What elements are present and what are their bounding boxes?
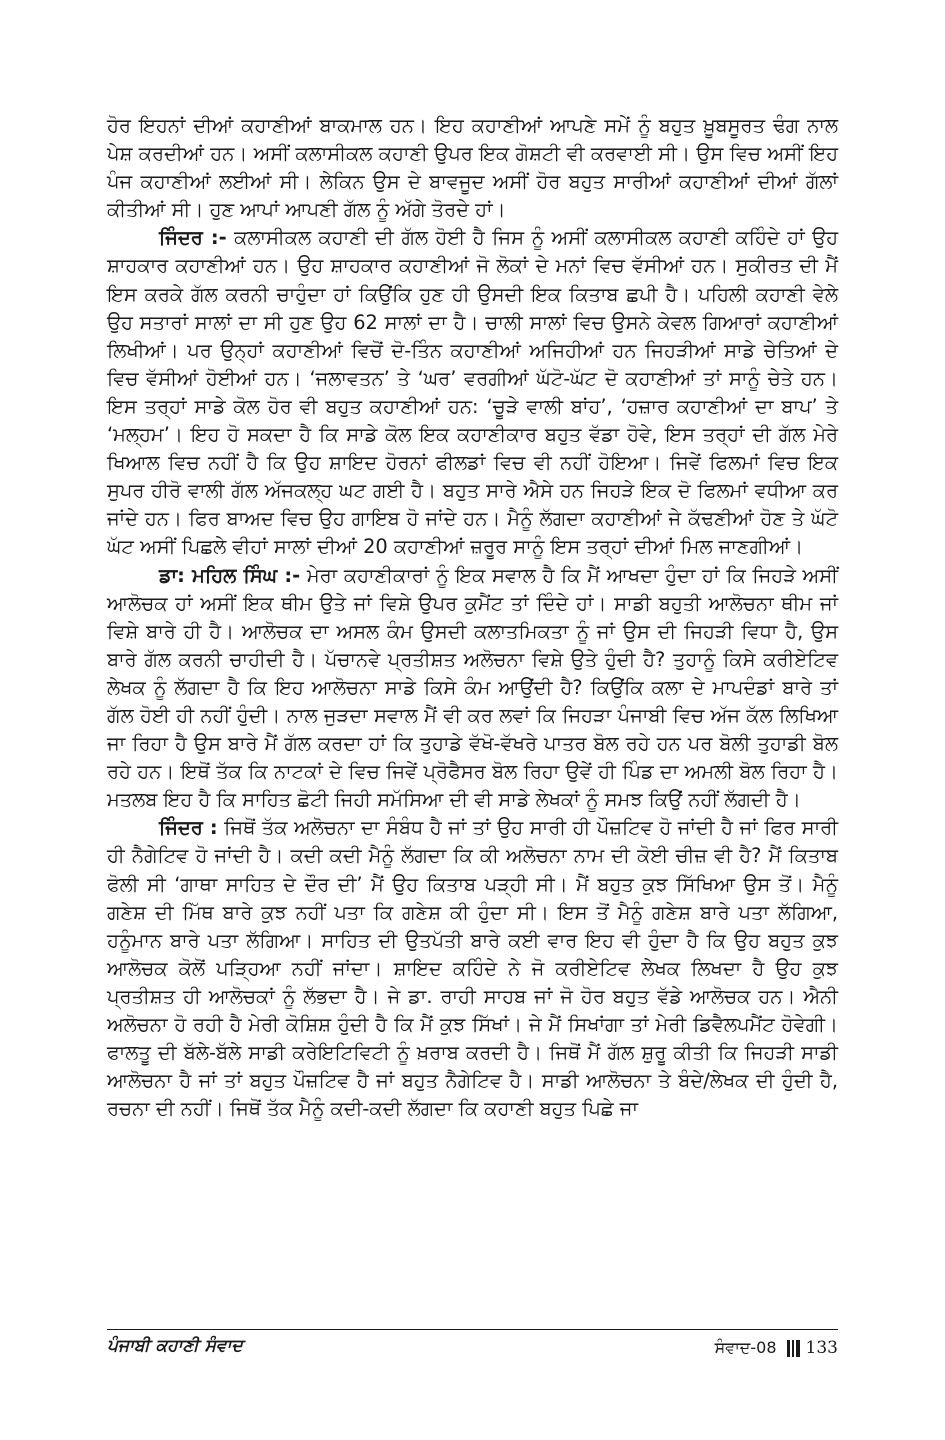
speaker-name: ਜਿੰਦਰ :- [159,226,227,250]
paragraph-jinder-2 [107,814,838,1123]
issue-label: ਸੰਵਾਦ-08 [714,1338,777,1357]
body-text [107,112,838,1123]
speaker-name: ਜਿੰਦਰ : [159,816,218,840]
speaker-name: ਡਾ: ਮਹਿਲ ਸਿੰਘ :- [159,563,301,587]
running-title: ਪੰਜਾਬੀ ਕਹਾਣੀ ਸੰਵਾਦ [107,1336,243,1356]
page-footer [715,1338,838,1358]
paragraph-text: ਹੋਰ ਇਹਨਾਂ ਦੀਆਂ ਕਹਾਣੀਆਂ ਬਾਕਮਾਲ ਹਨ। ਇਹ ਕਹਾਣੀਆਂ ਆਪਣੇ ਸਮੇਂ ਨੂੰ ਬਹੁਤ ਖ਼ੂਬਸੂਰਤ ਢੰਗ ਨਾਲ ਪੇਸ਼ ਕਰਦੀਆਂ ਹਨ। ਅਸੀਂ ਕਲਾਸੀਕਲ ਕਹਾਣੀ ਉਪਰ ਇਕ ਗੋਸ਼ਟੀ ਵੀ ਕਰਵਾਈ ਸੀ। ਉਸ ਵਿਚ ਅਸੀਂ ਇਹ ਪੰਜ ਕਹਾਣੀਆਂ ਲਈਆਂ ਸੀ। ਲੇਕਿਨ ਉਸ ਦੇ ਬਾਵਜੂਦ ਅਸੀਂ ਹੋਰ ਬਹੁਤ ਸਾਰੀਆਂ ਕਹਾਣੀਆਂ ਦੀਆਂ ਗੱਲਾਂ ਕੀਤੀਆਂ ਸੀ। ਹੁਣ ਆਪਾਂ ਆਪਣੀ ਗੱਲ ਨੂੰ ਅੱਗੇ ਤੋਰਦੇ ਹਾਂ। [107,114,838,222]
paragraph-text: ਕਲਾਸੀਕਲ ਕਹਾਣੀ ਦੀ ਗੱਲ ਹੋਈ ਹੈ ਜਿਸ ਨੂੰ ਅਸੀਂ ਕਲਾਸੀਕਲ ਕਹਾਣੀ ਕਹਿੰਦੇ ਹਾਂ ਉਹ ਸ਼ਾਹਕਾਰ ਕਹਾਣੀਆਂ ਹਨ। ਉਹ ਸ਼ਾਹਕਾਰ ਕਹਾਣੀਆਂ ਜੋ ਲੋਕਾਂ ਦੇ ਮਨਾਂ ਵਿਚ ਵੱਸੀਆਂ ਹਨ। ਸੁਕੀਰਤ ਦੀ ਮੈਂ ਇਸ ਕਰਕੇ ਗੱਲ ਕਰਨੀ ਚਾਹੁੰਦਾ ਹਾਂ ਕਿਉਂਕਿ ਹੁਣ ਹੀ ਉਸਦੀ ਇਕ ਕਿਤਾਬ ਛਪੀ ਹੈ। ਪਹਿਲੀ ਕਹਾਣੀ ਵੇਲੇ ਉਹ ਸਤਾਰਾਂ ਸਾਲਾਂ ਦਾ ਸੀ ਹੁਣ ਉਹ 62 ਸਾਲਾਂ ਦਾ ਹੈ। ਚਾਲੀ ਸਾਲਾਂ ਵਿਚ ਉਸਨੇ ਕੇਵਲ ਗਿਆਰਾਂ ਕਹਾਣੀਆਂ ਲਿਖੀਆਂ। ਪਰ ਉਨ੍ਹਾਂ ਕਹਾਣੀਆਂ ਵਿਚੋਂ ਦੋ-ਤਿੰਨ ਕਹਾਣੀਆਂ ਅਜਿਹੀਆਂ ਹਨ ਜਿਹੜੀਆਂ ਸਾਡੇ ਚੇਤਿਆਂ ਦੇ ਵਿਚ ਵੱਸੀਆਂ ਹੋਈਆਂ ਹਨ। ‘ਜਲਾਵਤਨ’ ਤੇ ‘ਘਰ’ ਵਰਗੀਆਂ ਘੱਟੋ-ਘੱਟ ਦੋ ਕਹਾਣੀਆਂ ਤਾਂ ਸਾਨੂੰ ਚੇਤੇ ਹਨ। ਇਸ ਤਰ੍ਹਾਂ ਸਾਡੇ ਕੋਲ ਹੋਰ ਵੀ ਬਹੁਤ ਕਹਾਣੀਆਂ ਹਨ: ‘ਚੂੜੇ ਵਾਲੀ ਬਾਂਹ’, ‘ਹਜ਼ਾਰ ਕਹਾਣੀਆਂ ਦਾ ਬਾਪ’ ਤੇ ‘ਮਲ੍ਹਮ’। ਇਹ ਹੋ ਸਕਦਾ ਹੈ ਕਿ ਸਾਡੇ ਕੋਲ ਇਕ ਕਹਾਣੀਕਾਰ ਬਹੁਤ ਵੱਡਾ ਹੋਵੇ, ਇਸ ਤਰ੍ਹਾਂ ਦੀ ਗੱਲ ਮੇਰੇ ਖਿਆਲ ਵਿਚ ਨਹੀਂ ਹੈ ਕਿ ਉਹ ਸ਼ਾਇਦ ਹੋਰਨਾਂ ਫੀਲਡਾਂ ਵਿਚ ਵੀ ਨਹੀਂ ਹੋਇਆ। ਜਿਵੇਂ ਫਿਲਮਾਂ ਵਿਚ ਇਕ ਸੁਪਰ ਹੀਰੋ ਵਾਲੀ ਗੱਲ ਅੱਜਕਲ੍ਹ ਘਟ ਗਈ ਹੈ। ਬਹੁਤ ਸਾਰੇ ਐਸੇ ਹਨ ਜਿਹੜੇ ਇਕ ਦੋ ਫਿਲਮਾਂ ਵਧੀਆ ਕਰ ਜਾਂਦੇ ਹਨ। ਫਿਰ ਬਾਅਦ ਵਿਚ ਉਹ ਗਾਇਬ ਹੋ ਜਾਂਦੇ ਹਨ। ਮੈਨੂੰ ਲੱਗਦਾ ਕਹਾਣੀਆਂ ਜੇ ਕੱਢਣੀਆਂ ਹੋਣ ਤੇ ਘੱਟੋ ਘੱਟ ਅਸੀਂ ਪਿਛਲੇ ਵੀਹਾਂ ਸਾਲਾਂ ਦੀਆਂ 20 ਕਹਾਣੀਆਂ ਜ਼ਰੂਰ ਸਾਨੂੰ ਇਸ ਤਰ੍ਹਾਂ ਦੀਆਂ ਮਿਲ ਜਾਣਗੀਆਂ। [107,226,838,559]
paragraph-jinder-1 [107,224,838,561]
paragraph-text: ਜਿਥੋਂ ਤੱਕ ਅਲੋਚਨਾ ਦਾ ਸੰਬੰਧ ਹੈ ਜਾਂ ਤਾਂ ਉਹ ਸਾਰੀ ਹੀ ਪੌਜ਼ਟਿਵ ਹੋ ਜਾਂਦੀ ਹੈ ਜਾਂ ਫਿਰ ਸਾਰੀ ਹੀ ਨੈਗੇਟਿਵ ਹੋ ਜਾਂਦੀ ਹੈ। ਕਦੀ ਕਦੀ ਮੈਨੂੰ ਲੱਗਦਾ ਕਿ ਕੀ ਅਲੋਚਨਾ ਨਾਮ ਦੀ ਕੋਈ ਚੀਜ਼ ਵੀ ਹੈ? ਮੈਂ ਕਿਤਾਬ ਫੋਲੀ ਸੀ ‘ਗਾਥਾ ਸਾਹਿਤ ਦੇ ਦੌਰ ਦੀ’ ਮੈਂ ਉਹ ਕਿਤਾਬ ਪੜ੍ਹੀ ਸੀ। ਮੈਂ ਬਹੁਤ ਕੁਝ ਸਿੱਖਿਆ ਉਸ ਤੋਂ। ਮੈਨੂੰ ਗਣੇਸ਼ ਦੀ ਮਿੱਥ ਬਾਰੇ ਕੁਝ ਨਹੀਂ ਪਤਾ ਕਿ ਗਣੇਸ਼ ਕੀ ਹੁੰਦਾ ਸੀ। ਇਸ ਤੋਂ ਮੈਨੂੰ ਗਣੇਸ਼ ਬਾਰੇ ਪਤਾ ਲੱਗਿਆ, ਹਨੂੰਮਾਨ ਬਾਰੇ ਪਤਾ ਲੱਗਿਆ। ਸਾਹਿਤ ਦੀ ਉਤਪੱਤੀ ਬਾਰੇ ਕਈ ਵਾਰ ਇਹ ਵੀ ਹੁੰਦਾ ਹੈ ਕਿ ਉਹ ਬਹੁਤ ਕੁਝ ਆਲੋਚਕ ਕੋਲੋਂ ਪੜ੍ਹਿਆ ਨਹੀਂ ਜਾਂਦਾ। ਸ਼ਾਇਦ ਕਹਿੰਦੇ ਨੇ ਜੋ ਕਰੀਏਟਿਵ ਲੇਖਕ ਲਿਖਦਾ ਹੈ ਉਹ ਕੁਝ ਪ੍ਰਤੀਸ਼ਤ ਹੀ ਆਲੋਚਕਾਂ ਨੂੰ ਲੱਭਦਾ ਹੈ। ਜੇ ਡਾ. ਰਾਹੀ ਸਾਹਬ ਜਾਂ ਜੋ ਹੋਰ ਬਹੁਤ ਵੱਡੇ ਆਲੋਚਕ ਹਨ। ਐਨੀ ਅਲੋਚਨਾ ਹੋ ਰਹੀ ਹੈ ਮੇਰੀ ਕੋਸ਼ਿਸ਼ ਹੁੰਦੀ ਹੈ ਕਿ ਮੈਂ ਕੁਝ ਸਿੱਖਾਂ। ਜੇ ਮੈਂ ਸਿਖਾਂਗਾ ਤਾਂ ਮੇਰੀ ਡਿਵੈਲਪਮੈਂਟ ਹੋਵੇਗੀ। ਫਾਲਤੂ ਦੀ ਬੱਲੇ-ਬੱਲੇ ਸਾਡੀ ਕਰੇਇਟਿਵਿਟੀ ਨੂੰ ਖ਼ਰਾਬ ਕਰਦੀ ਹੈ। ਜਿਥੋਂ ਮੈਂ ਗੱਲ ਸ਼ੁਰੂ ਕੀਤੀ ਕਿ ਜਿਹੜੀ ਸਾਡੀ ਆਲੋਚਨਾ ਹੈ ਜਾਂ ਤਾਂ ਬਹੁਤ ਪੌਜ਼ਟਿਵ ਹੈ ਜਾਂ ਬਹੁਤ ਨੈਗੇਟਿਵ ਹੈ। ਸਾਡੀ ਆਲੋਚਨਾ ਤੇ ਬੰਦੇ/ਲੇਖਕ ਦੀ ਹੁੰਦੀ ਹੈ, ਰਚਨਾ ਦੀ ਨਹੀਂ। ਜਿਥੋਂ ਤੱਕ ਮੈਨੂੰ ਕਦੀ-ਕਦੀ ਲੱਗਦਾ ਕਿ ਕਹਾਣੀ ਬਹੁਤ ਪਿਛੇ ਜਾ [107,816,838,1121]
paragraph-mahil-singh [107,562,838,815]
footer-rule [107,1329,838,1330]
paragraph-text: ਮੇਰਾ ਕਹਾਣੀਕਾਰਾਂ ਨੂੰ ਇਕ ਸਵਾਲ ਹੈ ਕਿ ਮੈਂ ਆਖਦਾ ਹੁੰਦਾ ਹਾਂ ਕਿ ਜਿਹੜੇ ਅਸੀਂ ਆਲੋਚਕ ਹਾਂ ਅਸੀਂ ਇਕ ਥੀਮ ਉਤੇ ਜਾਂ ਵਿਸ਼ੇ ਉਪਰ ਕੁਮੈਂਟ ਤਾਂ ਦਿੰਦੇ ਹਾਂ। ਸਾਡੀ ਬਹੁਤੀ ਆਲੋਚਨਾ ਥੀਮ ਜਾਂ ਵਿਸ਼ੇ ਬਾਰੇ ਹੀ ਹੈ। ਆਲੋਚਕ ਦਾ ਅਸਲ ਕੰਮ ਉਸਦੀ ਕਲਾਤਮਿਕਤਾ ਨੂੰ ਜਾਂ ਉਸ ਦੀ ਜਿਹੜੀ ਵਿਧਾ ਹੈ, ਉਸ ਬਾਰੇ ਗੱਲ ਕਰਨੀ ਚਾਹੀਦੀ ਹੈ। ਪੱਚਾਨਵੇ ਪ੍ਰਤੀਸ਼ਤ ਅਲੋਚਨਾ ਵਿਸ਼ੇ ਉਤੇ ਹੁੰਦੀ ਹੈ? ਤੁਹਾਨੂੰ ਕਿਸੇ ਕਰੀਏਟਿਵ ਲੇਖਕ ਨੂੰ ਲੱਗਦਾ ਹੈ ਕਿ ਇਹ ਆਲੋਚਨਾ ਸਾਡੇ ਕਿਸੇ ਕੰਮ ਆਉਂਦੀ ਹੈ? ਕਿਉਂਕਿ ਕਲਾ ਦੇ ਮਾਪਦੰਡਾਂ ਬਾਰੇ ਤਾਂ ਗੱਲ ਹੋਈ ਹੀ ਨਹੀਂ ਹੁੰਦੀ। ਨਾਲ ਜੁੜਦਾ ਸਵਾਲ ਮੈਂ ਵੀ ਕਰ ਲਵਾਂ ਕਿ ਜਿਹੜਾ ਪੰਜਾਬੀ ਵਿਚ ਅੱਜ ਕੱਲ ਲਿਖਿਆ ਜਾ ਰਿਹਾ ਹੈ ਉਸ ਬਾਰੇ ਮੈਂ ਗੱਲ ਕਰਦਾ ਹਾਂ ਕਿ ਤੁਹਾਡੇ ਵੱਖੋ-ਵੱਖਰੇ ਪਾਤਰ ਬੋਲ ਰਹੇ ਹਨ ਪਰ ਬੋਲੀ ਤੁਹਾਡੀ ਬੋਲ ਰਹੇ ਹਨ। ਇਥੋਂ ਤੱਕ ਕਿ ਨਾਟਕਾਂ ਦੇ ਵਿਚ ਜਿਵੇਂ ਪ੍ਰੋਫੈਸਰ ਬੋਲ ਰਿਹਾ ਉਵੇਂ ਹੀ ਪਿੰਡ ਦਾ ਅਮਲੀ ਬੋਲ ਰਿਹਾ ਹੈ। ਮਤਲਬ ਇਹ ਹੈ ਕਿ ਸਾਹਿਤ ਛੋਟੀ ਜਿਹੀ ਸਮੱਸਿਆ ਦੀ ਵੀ ਸਾਡੇ ਲੇਖਕਾਂ ਨੂੰ ਸਮਝ ਕਿਉਂ ਨਹੀਂ ਲੱਗਦੀ ਹੈ। [107,563,838,812]
page-number: 133 [805,1338,838,1358]
paragraph-intro [107,112,838,224]
bars-icon [787,1340,800,1357]
